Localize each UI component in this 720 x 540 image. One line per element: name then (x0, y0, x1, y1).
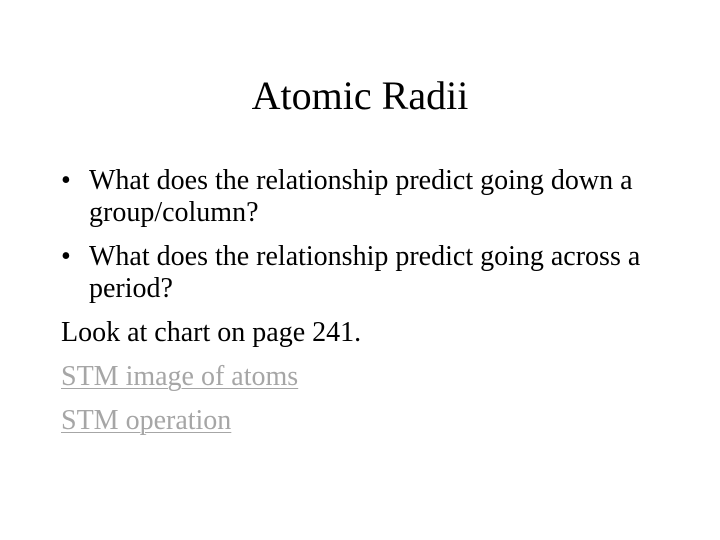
bullet-icon: • (61, 241, 71, 272)
bullet-item (61, 165, 681, 229)
slide-body (61, 165, 681, 449)
stm-image-link[interactable]: STM image of atoms (61, 361, 299, 392)
stm-operation-link[interactable]: STM operation (61, 405, 232, 436)
bullet-item (61, 241, 681, 305)
bullet-icon: • (61, 165, 71, 196)
bullet-text: What does the relationship predict going down a group/column? (89, 165, 633, 228)
slide-title: Atomic Radii (251, 73, 469, 118)
bullet-text: What does the relationship predict going across a period? (89, 241, 641, 304)
chart-reference-note: Look at chart on page 241. (61, 317, 362, 348)
